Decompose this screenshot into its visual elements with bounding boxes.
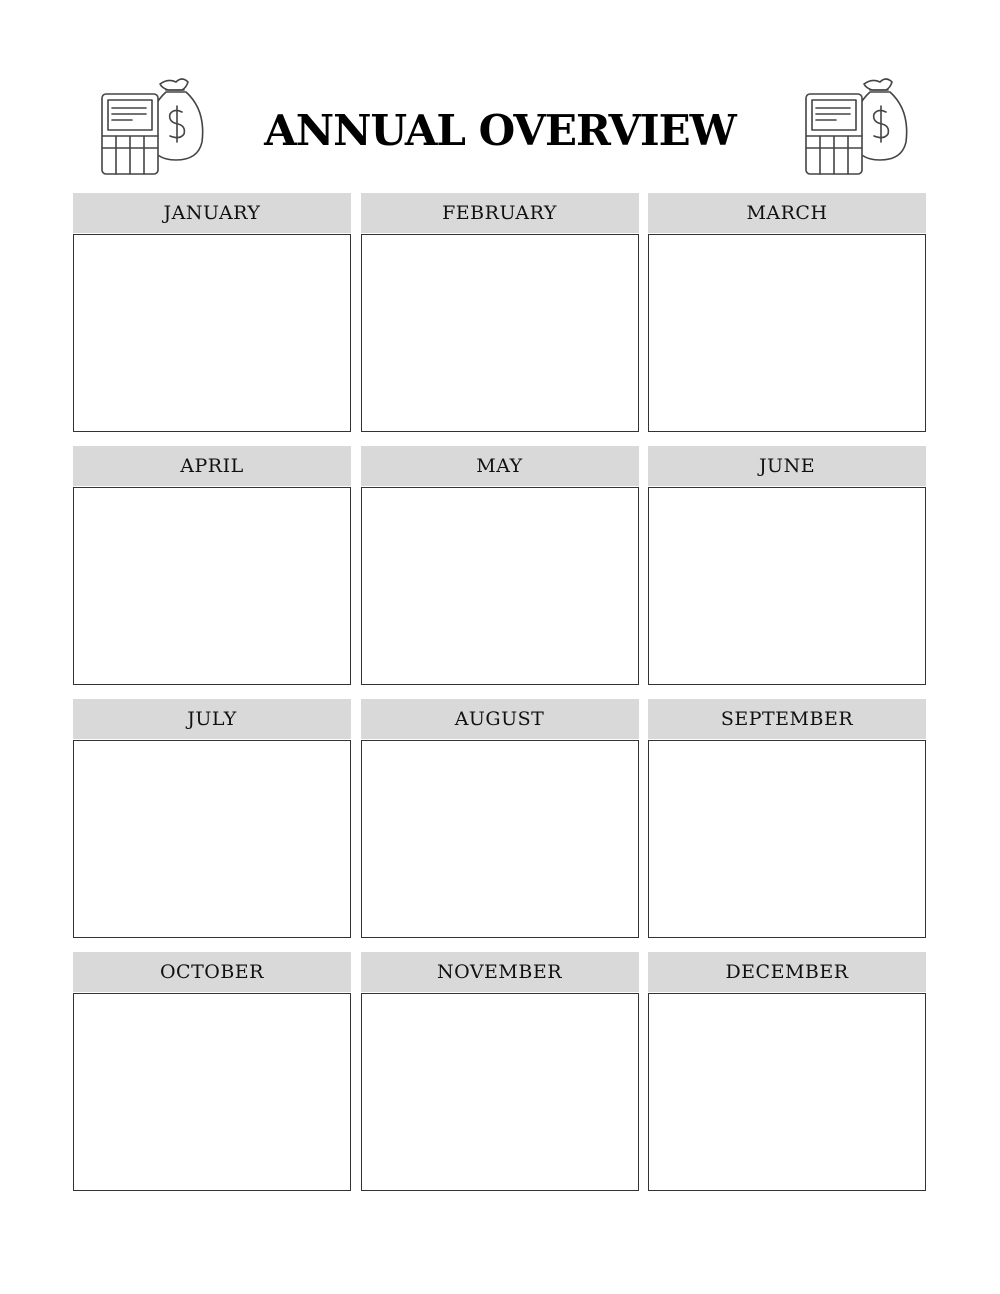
month-header: MAY (361, 446, 639, 486)
month-header: DECEMBER (648, 952, 926, 992)
month-notes-box[interactable] (361, 993, 639, 1191)
month-december (648, 952, 926, 1191)
month-header: MARCH (648, 193, 926, 233)
month-may (361, 446, 639, 685)
month-notes-box[interactable] (361, 740, 639, 938)
money-bag-calculator-icon (802, 64, 914, 176)
month-march (648, 193, 926, 432)
month-november (361, 952, 639, 1191)
month-august (361, 699, 639, 938)
month-notes-box[interactable] (73, 487, 351, 685)
month-header: APRIL (73, 446, 351, 486)
month-header: JANUARY (73, 193, 351, 233)
month-header: JULY (73, 699, 351, 739)
month-header: NOVEMBER (361, 952, 639, 992)
month-header: JUNE (648, 446, 926, 486)
month-notes-box[interactable] (73, 234, 351, 432)
month-notes-box[interactable] (73, 993, 351, 1191)
month-notes-box[interactable] (648, 234, 926, 432)
month-header: FEBRUARY (361, 193, 639, 233)
month-notes-box[interactable] (73, 740, 351, 938)
page-header (0, 60, 1000, 180)
month-header: SEPTEMBER (648, 699, 926, 739)
month-notes-box[interactable] (361, 487, 639, 685)
month-notes-box[interactable] (648, 993, 926, 1191)
month-notes-box[interactable] (648, 487, 926, 685)
months-grid (73, 193, 926, 1191)
month-notes-box[interactable] (648, 740, 926, 938)
month-april (73, 446, 351, 685)
month-header: OCTOBER (73, 952, 351, 992)
month-february (361, 193, 639, 432)
month-july (73, 699, 351, 938)
page-title: ANNUAL OVERVIEW (264, 106, 736, 155)
month-header: AUGUST (361, 699, 639, 739)
month-january (73, 193, 351, 432)
month-september (648, 699, 926, 938)
month-june (648, 446, 926, 685)
month-october (73, 952, 351, 1191)
month-notes-box[interactable] (361, 234, 639, 432)
